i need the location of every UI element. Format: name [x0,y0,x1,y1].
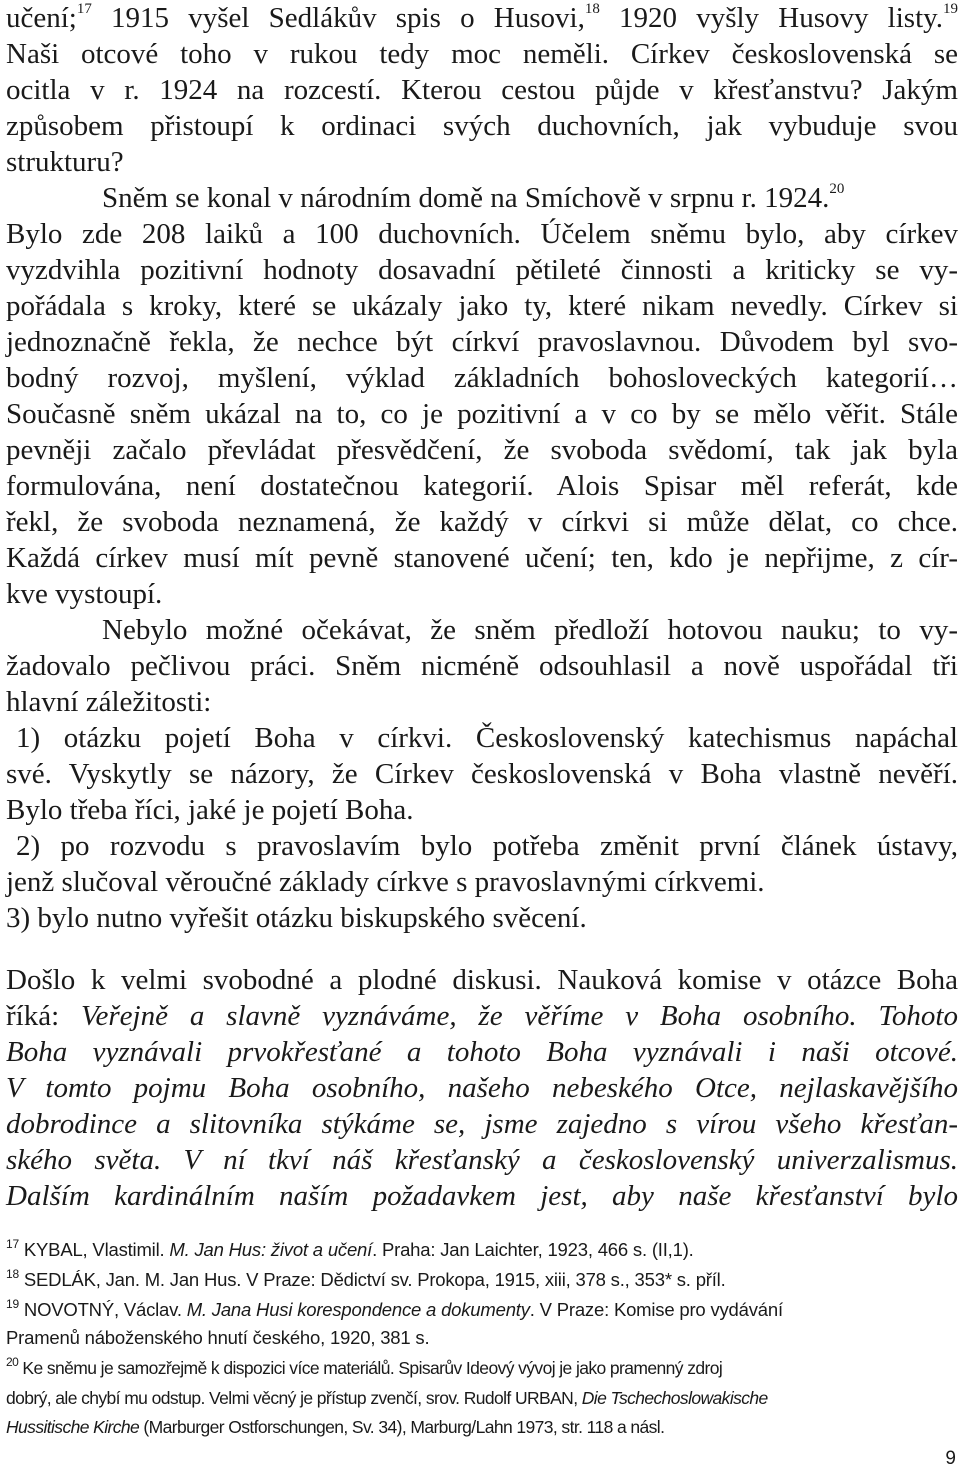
footnote-ref: 17 [76,1,92,17]
body-line: Současně sněm ukázal na to, co je pozitivní a v co by se mělo věřit. Stále [6,398,958,430]
body-line: Sněm se konal v národním domě na Smíchově v srpnu r. 1924.20 [102,181,845,214]
quote-line: ského světa. V ní tkví náš křesťanský a československý univerzalismus. [6,1144,958,1176]
list-item: 3) bylo nutno vyřešit otázku biskupského svěcení. [6,902,587,934]
footnote-19-cont: Pramenů náboženského hnutí českého, 1920, 381 s. [6,1327,430,1348]
body-line: Bylo zde 208 laiků a 100 duchovních. Účelem sněmu bylo, aby církev [6,218,958,250]
body-line: své. Vyskytly se názory, že Církev československá v Boha vlastně nevěří. [6,758,958,790]
body-line: vyzdvihla pozitivní hodnoty dosavadní pětileté činnosti a kriticky se vy- [6,254,958,286]
quote-text: Veřejně a slavně vyznáváme, že věříme v Boha osobního. Tohoto [81,1000,958,1032]
body-line: řekl, že svoboda neznamená, že každý v církvi si může dělat, co chce. [6,506,958,538]
footnote-ref: 19 [943,1,958,17]
body-line: pevněji začalo převládat přesvědčení, že svoboda svědomí, tak jak byla [6,434,958,466]
body-line: jenž slučoval věroučné základy církve s pravoslavnými církvemi. [6,866,765,898]
body-line: Nebylo možné očekávat, že sněm předloží hotovou nauku; to vy- [102,614,958,646]
footnote-ref: 18 [584,1,600,17]
quote-line: V tomto pojmu Boha osobního, našeho nebeského Otce, nejlaskavějšího [6,1072,958,1104]
footnote-20-cont: dobrý, ale chybí mu odstup. Velmi věcný je přístup zvenčí, srov. Rudolf URBAN, Die Tschechoslowakische [6,1388,768,1408]
body-line: způsobem přistoupí k ordinaci svých duchovních, jak vybuduje svou [6,110,958,142]
body-line: jednoznačně řekla, že nechce být církví pravoslavnou. Důvodem byl svo- [6,326,958,358]
body-line: učení;$^{17}$ 1915 vyšel Sedlákův spis o Husovi,$^{18}$ 1920 vyšly Husovy listy.$^{19}$ [6,1,958,34]
body-line: bodný rozvoj, myšlení, výklad základních bohosloveckých kategorií… [6,362,958,394]
list-item: 1) otázku pojetí Boha v církvi. Československý katechismus napáchal [16,722,958,754]
page-number: 9 [945,1448,956,1469]
quote-line: dobrodince a slitovníka stýkáme se, jsme zajedno s vírou všeho křesťan- [6,1108,958,1140]
body-line: Každá církev musí mít pevně stanovené učení; ten, kdo je nepřijme, z cír- [6,542,958,574]
footnote-20: $^{20}$ Ke sněmu je samozřejmě k dispozici více materiálů. Spisarův Ideový vývoj je jako pramenný zdroj [6,1355,723,1378]
quote-line: Boha vyznávali prvokřesťané a tohoto Boha vyznávali i naši otcové. [6,1036,958,1068]
body-line: říká: Veřejně a slavně vyznáváme, že věříme v Boha osobního. Tohoto [6,1000,958,1032]
body-line: Bylo třeba říci, jaké je pojetí Boha. [6,794,414,826]
footnote-19: $^{19}$ NOVOTNÝ, Václav. M. Jana Husi korespondence a dokumenty. V Praze: Komise pro vydávání [6,1297,783,1320]
quote-line: Dalším kardinálním naším požadavkem jest, aby naše křesťanství bylo [6,1180,958,1212]
footnote-17: $^{17}$ KYBAL, Vlastimil. M. Jan Hus: život a učení. Praha: Jan Laichter, 1923, 466 s. (II,1). [6,1237,694,1260]
body-line: strukturu? [6,146,124,178]
footnote-ref: 20 [829,181,845,197]
body-line: pořádala s kroky, které se ukázaly jako ty, které nikam nevedly. Církev si [6,290,958,322]
footnote-20-cont: Hussitische Kirche (Marburger Ostforschungen, Sv. 34), Marburg/Lahn 1973, str. 118 a násl. [6,1417,665,1437]
body-line: Došlo k velmi svobodné a plodné diskusi. Nauková komise v otázce Boha [6,964,958,996]
body-line: Naši otcové toho v rukou tedy moc neměli. Církev československá se [6,38,958,70]
footnote-18: $^{18}$ SEDLÁK, Jan. M. Jan Hus. V Praze: Dědictví sv. Prokopa, 1915, xiii, 378 s., 353* s. příl. [6,1267,726,1290]
body-line: ocitla v r. 1924 na rozcestí. Kterou cestou půjde v křesťanstvu? Jakým [6,74,958,106]
body-line: formulována, není dostatečnou kategorií. Alois Spisar měl referát, kde [6,470,958,502]
body-line: žadovalo pečlivou práci. Sněm nicméně odsouhlasil a nově uspořádal tři [6,650,958,682]
body-line: hlavní záležitosti: [6,686,212,718]
body-line: kve vystoupí. [6,578,163,610]
list-item: 2) po rozvodu s pravoslavím bylo potřeba změnit první článek ústavy, [16,830,958,862]
